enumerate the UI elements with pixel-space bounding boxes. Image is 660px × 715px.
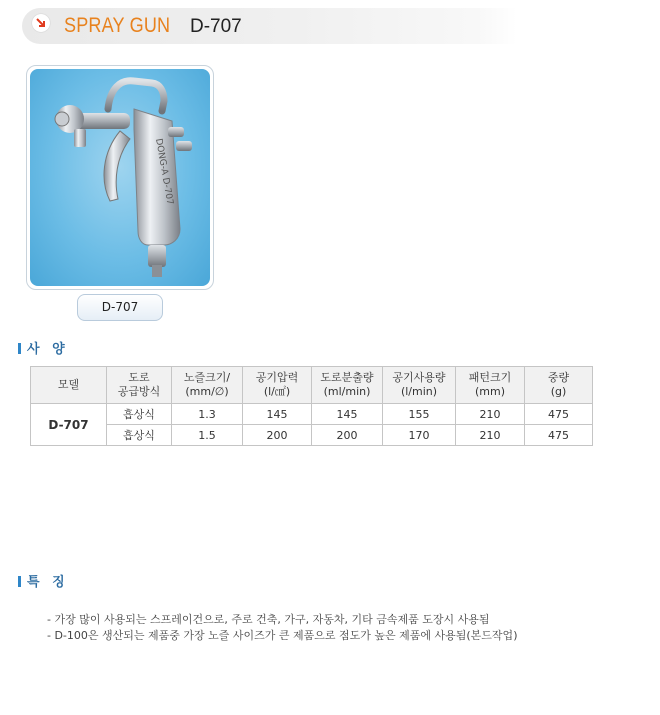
list-item: - D-100은 생산되는 제품중 가장 노즐 사이즈가 큰 제품으로 점도가 높은 제품에 사용됨(본드작업) (47, 629, 518, 642)
col-header-line: 도로 공급방식 (117, 371, 161, 398)
col-header-line: 도로분출량 (ml/min) (320, 371, 374, 398)
table-cell: 200 (243, 425, 312, 446)
section-bar-icon (18, 576, 21, 587)
table-cell: 흡상식 (107, 425, 172, 446)
table-cell: 210 (456, 425, 525, 446)
arrow-icon (32, 14, 50, 32)
model-cell: D-707 (31, 404, 107, 446)
col-header (525, 367, 593, 404)
features-list (47, 612, 517, 644)
col-header: 모델 (31, 367, 107, 404)
spec-header-row (31, 367, 593, 404)
features-heading: 특 징 (18, 575, 69, 591)
col-header (243, 367, 312, 404)
col-header (172, 367, 243, 404)
gun-body-engraving: DONG-A D-707 (153, 137, 175, 206)
col-header-line: 중량 (g) (547, 371, 570, 398)
col-header (383, 367, 456, 404)
table-row (31, 404, 593, 425)
col-header-line: 노즐크기/ (mm/∅) (183, 371, 231, 398)
col-header (107, 367, 172, 404)
table-cell: 145 (243, 404, 312, 425)
table-cell: 210 (456, 404, 525, 425)
col-header-line: 공기압력 (l/㎠) (255, 371, 299, 398)
table-cell: 170 (383, 425, 456, 446)
product-photo[interactable] (30, 69, 210, 286)
table-cell: 475 (525, 404, 593, 425)
spec-heading: 사 양 (18, 342, 69, 358)
spray-gun-illustration (30, 69, 210, 286)
page-title-model: D-707 (190, 16, 242, 37)
table-cell: 흡상식 (107, 404, 172, 425)
table-cell: 1.5 (172, 425, 243, 446)
col-header-line: 공기사용량 (l/min) (392, 371, 446, 398)
table-cell: 1.3 (172, 404, 243, 425)
table-cell: 145 (312, 404, 383, 425)
product-model-tag: D-707 (77, 294, 163, 321)
list-item: - 가장 많이 사용되는 스프레이건으로, 주로 건축, 가구, 자동차, 기타 금속제품 도장시 사용됨 (47, 613, 490, 626)
col-header (456, 367, 525, 404)
page-title: SPRAY GUN (64, 14, 171, 37)
table-cell: 475 (525, 425, 593, 446)
spec-table (30, 366, 593, 446)
table-row (31, 425, 593, 446)
col-header-line: 패턴크기 (mm) (468, 371, 512, 398)
product-photo-frame (26, 65, 214, 290)
table-cell: 155 (383, 404, 456, 425)
col-header (312, 367, 383, 404)
section-bar-icon (18, 343, 21, 354)
table-cell: 200 (312, 425, 383, 446)
